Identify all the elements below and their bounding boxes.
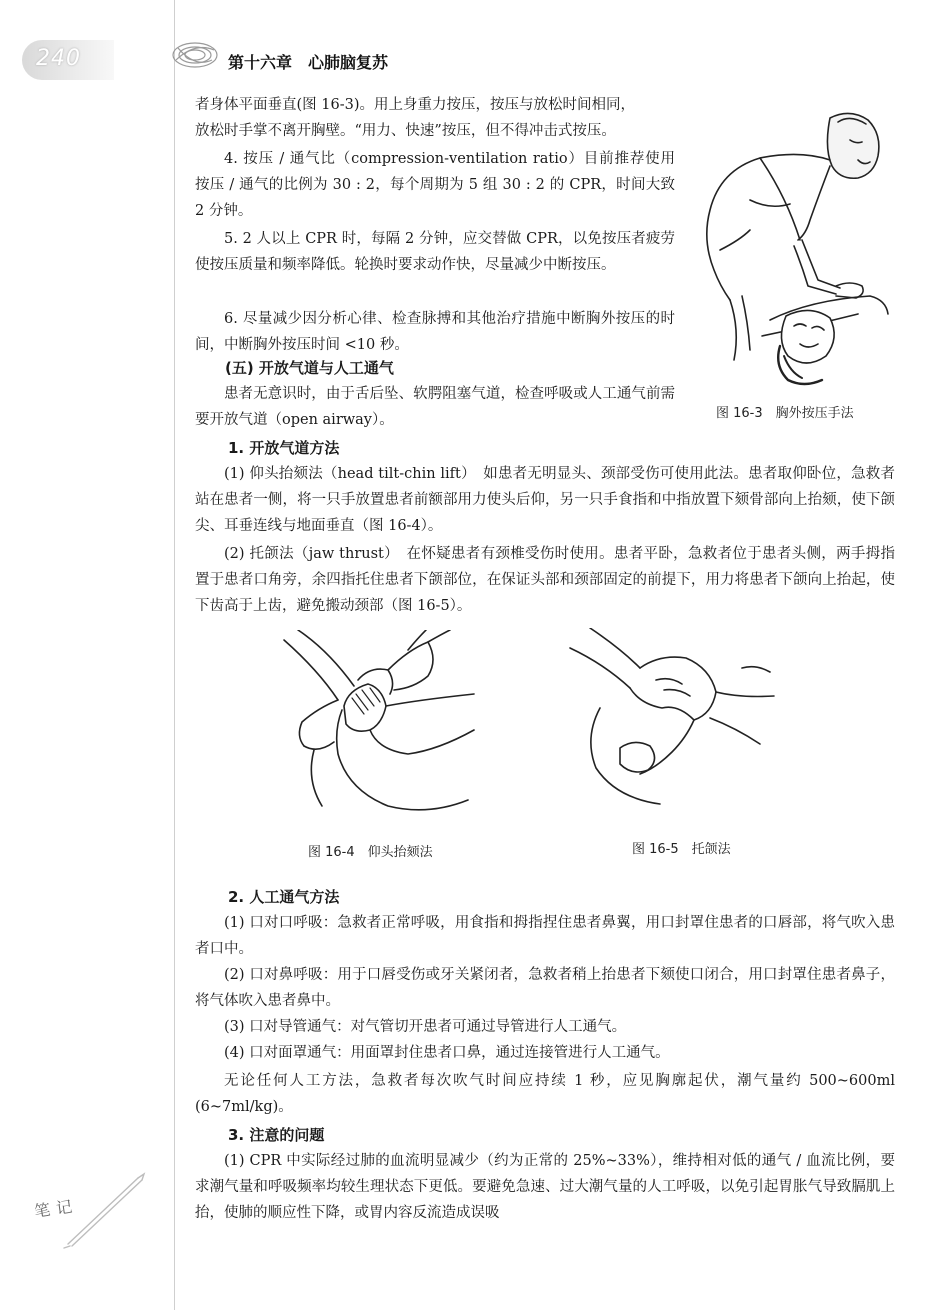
- figure-16-5-jaw-thrust: [560, 628, 780, 808]
- subsection-heading: 3. 注意的问题: [228, 1126, 325, 1144]
- paragraph-line: 者身体平面垂直(图 16-3)。用上身重力按压，按压与放松时间相同，: [195, 97, 635, 113]
- figure-16-5-caption: 图 16-5 托颌法: [632, 842, 731, 857]
- figure-16-4-head-tilt-chin-lift: [278, 630, 478, 820]
- paragraph: 4. 按压 / 通气比（compression-ventilation ratio）目前推荐使用按压 / 通气的比例为 30 : 2，每个周期为 5 组 30 : 2 的 CPR，时间大致 2 分钟。: [195, 151, 675, 219]
- subsection-heading: 1. 开放气道方法: [228, 439, 340, 457]
- paragraph: (2) 口对鼻呼吸：用于口唇受伤或牙关紧闭者，急救者稍上抬患者下颏使口闭合，用口封罩住患者鼻子，将气体吹入患者鼻中。: [195, 967, 895, 1009]
- header-swirl-icon: [170, 38, 220, 72]
- margin-notes-label: 笔记: [33, 1196, 80, 1221]
- paragraph: (1) 口对口呼吸：急救者正常呼吸，用食指和拇指捏住患者鼻翼，用口封罩住患者的口唇部，将气吹入患者口中。: [195, 915, 895, 957]
- paragraph: (3) 口对导管通气：对气管切开患者可通过导管进行人工通气。: [224, 1019, 627, 1035]
- margin-rule: [174, 0, 175, 1310]
- figure-16-3-caption: 图 16-3 胸外按压手法: [716, 406, 854, 421]
- page-number: 240: [36, 46, 81, 71]
- paragraph: 5. 2 人以上 CPR 时，每隔 2 分钟，应交替做 CPR，以免按压者疲劳使按压质量和频率降低。轮换时要求动作快，尽量减少中断按压。: [195, 231, 675, 273]
- paragraph: (4) 口对面罩通气：用面罩封住患者口鼻，通过连接管进行人工通气。: [224, 1045, 670, 1061]
- paragraph: (1) CPR 中实际经过肺的血流明显减少（约为正常的 25%~33%），维持相对低的通气 / 血流比例，要求潮气量和呼吸频率均较生理状态下更低。要避免急速、过大潮气量的人工呼吸，以免引起胃胀气导致膈肌上抬，使肺的顺应性下降，或胃内容反流造成误吸: [195, 1153, 895, 1221]
- paragraph: 无论任何人工方法，急救者每次吹气时间应持续 1 秒，应见胸廓起伏，潮气量约 500~600ml (6~7ml/kg)。: [195, 1073, 895, 1115]
- section-heading: (五) 开放气道与人工通气: [225, 359, 394, 377]
- chapter-title: 第十六章 心肺脑复苏: [228, 53, 389, 72]
- pen-icon: [60, 1170, 150, 1250]
- subsection-heading: 2. 人工通气方法: [228, 888, 340, 906]
- paragraph: (1) 仰头抬颏法（head tilt-chin lift） 如患者无明显头、颈部受伤可使用此法。患者取仰卧位，急救者站在患者一侧，将一只手放置患者前额部用力使头后仰，另一只手食指和中指放置下颏骨部向上抬颏，使下颌尖、耳垂连线与地面垂直（图 16-4）。: [195, 466, 895, 534]
- paragraph-line: 放松时手掌不离开胸壁。“用力、快速”按压，但不得冲击式按压。: [195, 123, 616, 139]
- paragraph: 患者无意识时，由于舌后坠、软腭阻塞气道，检查呼吸或人工通气前需要开放气道（open airway）。: [195, 386, 675, 428]
- paragraph: 6. 尽量减少因分析心律、检查脉搏和其他治疗措施中断胸外按压的时间，中断胸外按压时间 <10 秒。: [195, 311, 675, 353]
- figure-16-3-chest-compression: [690, 100, 890, 390]
- paragraph: (2) 托颌法（jaw thrust） 在怀疑患者有颈椎受伤时使用。患者平卧，急救者位于患者头侧，两手拇指置于患者口角旁，余四指托住患者下颌部位，在保证头部和颈部固定的前提下，用力将患者下颌向上抬起，使下齿高于上齿，避免搬动颈部（图 16-5）。: [195, 546, 895, 614]
- figure-16-4-caption: 图 16-4 仰头抬颏法: [308, 845, 433, 860]
